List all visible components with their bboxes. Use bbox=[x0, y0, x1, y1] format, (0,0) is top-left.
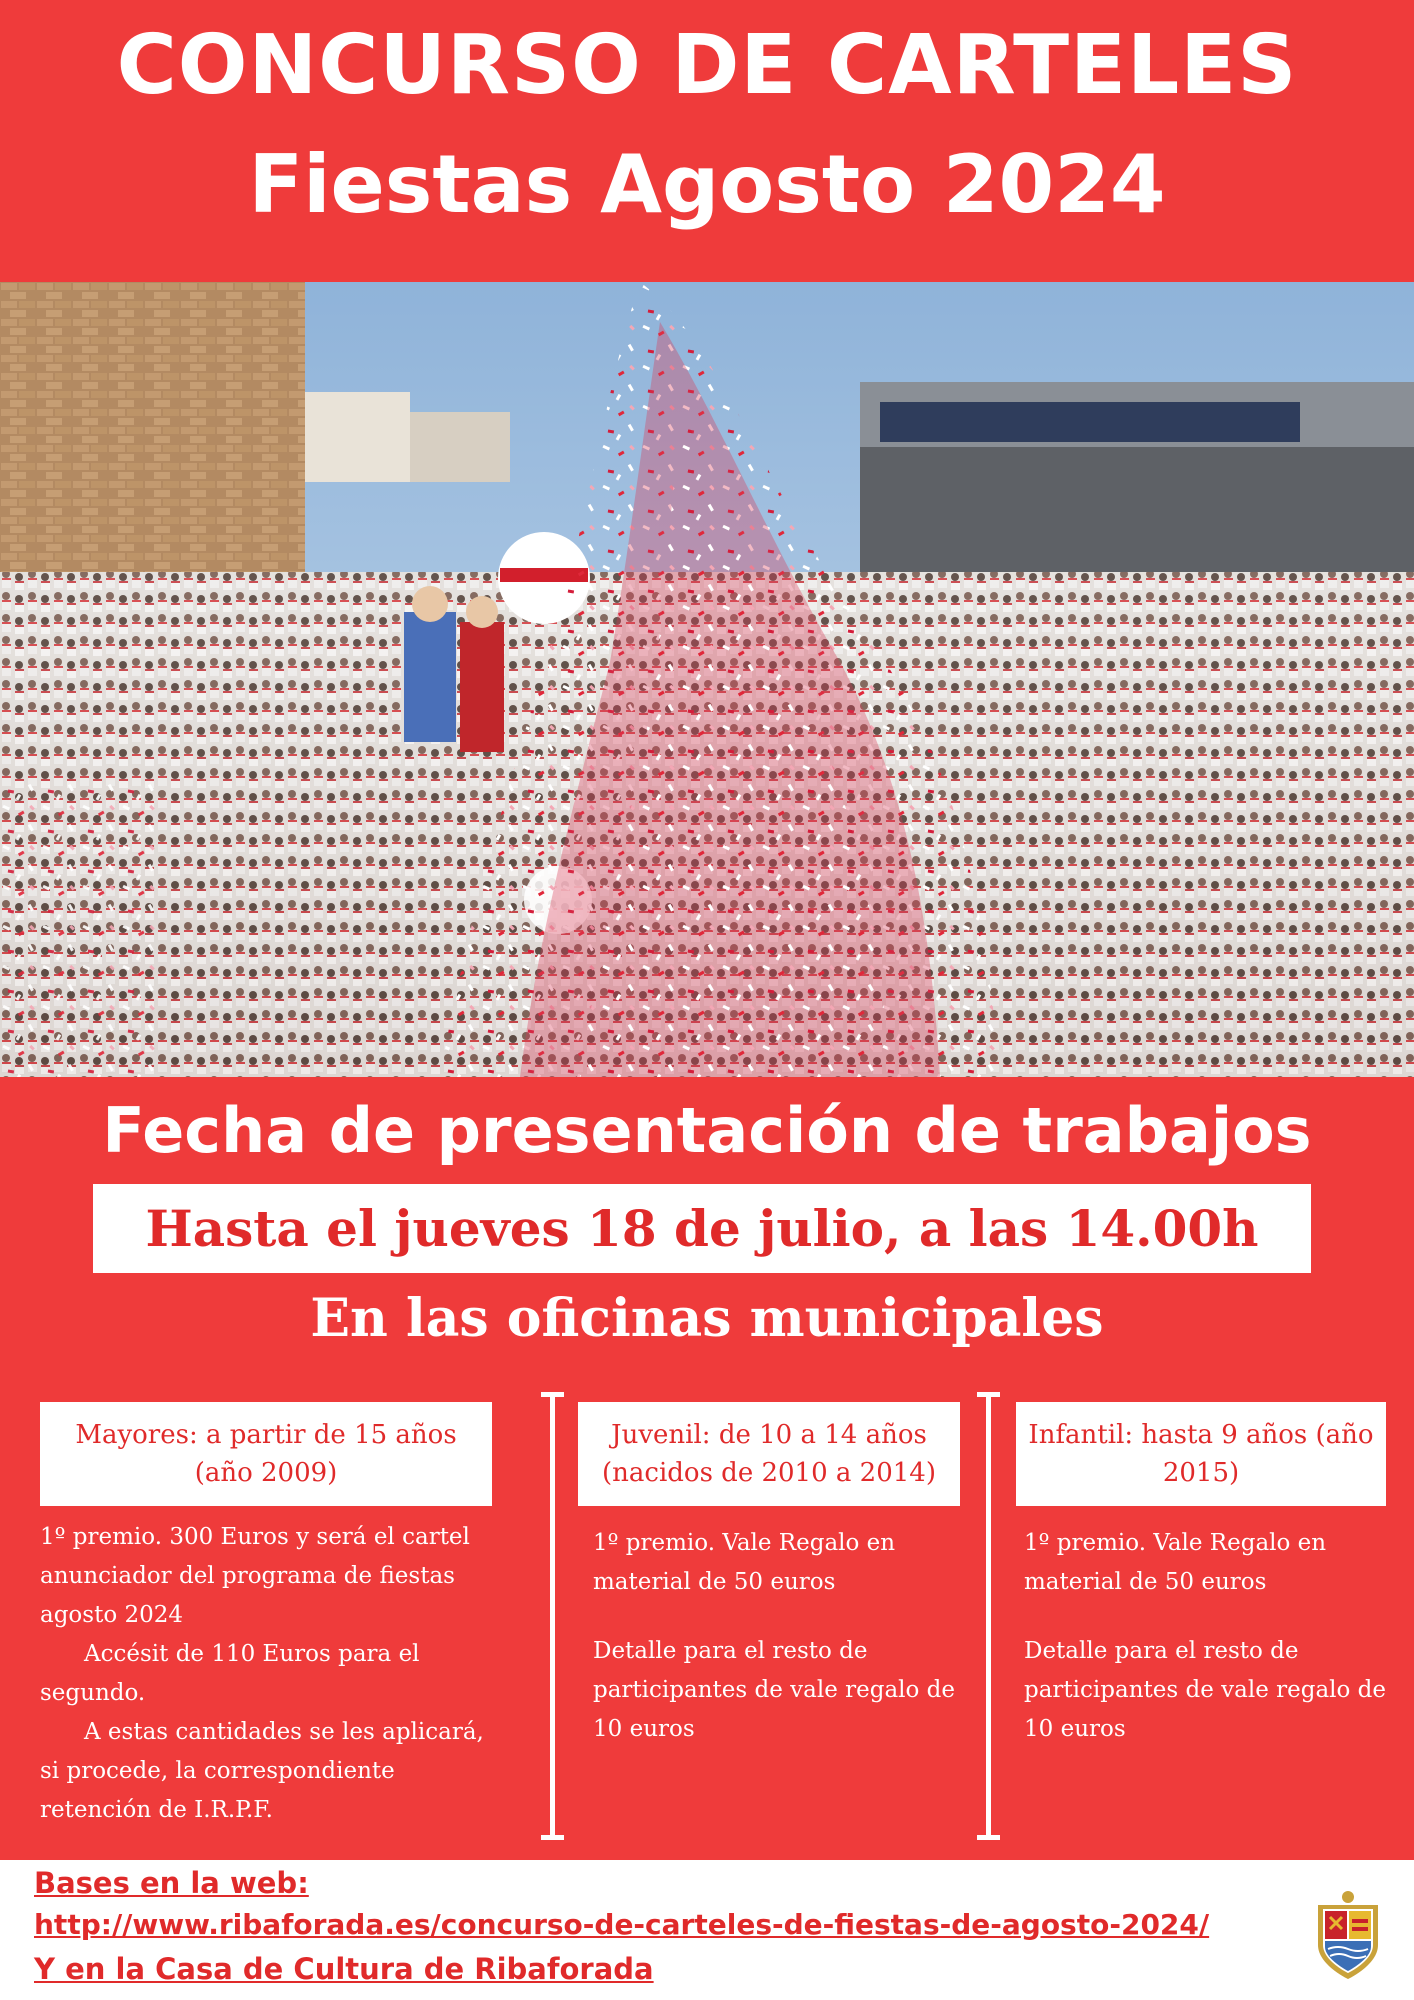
mayores-first-prize: 1º premio. 300 Euros y será el cartel anunciador del programa de fiestas agosto 2024 bbox=[40, 1524, 470, 1628]
category-infantil-title-text: Infantil: hasta 9 años (año 2015) bbox=[1028, 1420, 1374, 1488]
submission-heading: Fecha de presentación de trabajos bbox=[102, 1094, 1312, 1167]
infantil-participants: Detalle para el resto de participantes de vale regalo de 10 euros bbox=[1024, 1638, 1387, 1742]
infantil-first-prize: 1º premio. Vale Regalo en material de 50 euros bbox=[1024, 1530, 1327, 1595]
deadline-banner: Hasta el jueves 18 de julio, a las 14.00h bbox=[93, 1184, 1311, 1273]
submission-place: En las oficinas municipales bbox=[310, 1288, 1104, 1349]
poster-title: CONCURSO DE CARTELES bbox=[116, 18, 1298, 113]
category-juvenil-title-text: Juvenil: de 10 a 14 años (nacidos de 2010 a 2014) bbox=[602, 1420, 936, 1488]
festival-crowd-photo bbox=[0, 282, 1414, 1077]
municipal-coat-of-arms-icon bbox=[1308, 1885, 1388, 1983]
juvenil-first-prize: 1º premio. Vale Regalo en material de 50 euros bbox=[593, 1530, 896, 1595]
column-divider-right bbox=[986, 1392, 991, 1840]
crowd-confetti-illustration bbox=[0, 282, 1414, 1077]
category-infantil-details bbox=[1024, 1524, 1394, 1749]
poster-header bbox=[0, 0, 1414, 282]
bases-label: Bases en la web: bbox=[34, 1866, 309, 1900]
category-juvenil-details bbox=[593, 1524, 973, 1749]
category-juvenil-title bbox=[578, 1402, 960, 1506]
bases-url-link[interactable]: http://www.ribaforada.es/concurso-de-carteles-de-fiestas-de-agosto-2024/ bbox=[34, 1908, 1210, 1941]
casa-cultura-text: Y en la Casa de Cultura de Ribaforada bbox=[34, 1952, 654, 1986]
mayores-accesit: Accésit de 110 Euros para el segundo. bbox=[40, 1641, 420, 1706]
category-mayores-details bbox=[40, 1518, 510, 1830]
mayores-irpf-note: A estas cantidades se les aplicará, si procede, la correspondiente retención de I.R.P.F. bbox=[40, 1719, 484, 1823]
footer bbox=[0, 1860, 1414, 2000]
category-infantil-title bbox=[1016, 1402, 1386, 1506]
juvenil-participants: Detalle para el resto de participantes de vale regalo de 10 euros bbox=[593, 1638, 956, 1742]
category-mayores-title bbox=[40, 1402, 492, 1506]
poster-subtitle: Fiestas Agosto 2024 bbox=[248, 138, 1166, 231]
column-divider-left bbox=[550, 1392, 555, 1840]
category-mayores-title-text: Mayores: a partir de 15 años (año 2009) bbox=[75, 1420, 457, 1488]
